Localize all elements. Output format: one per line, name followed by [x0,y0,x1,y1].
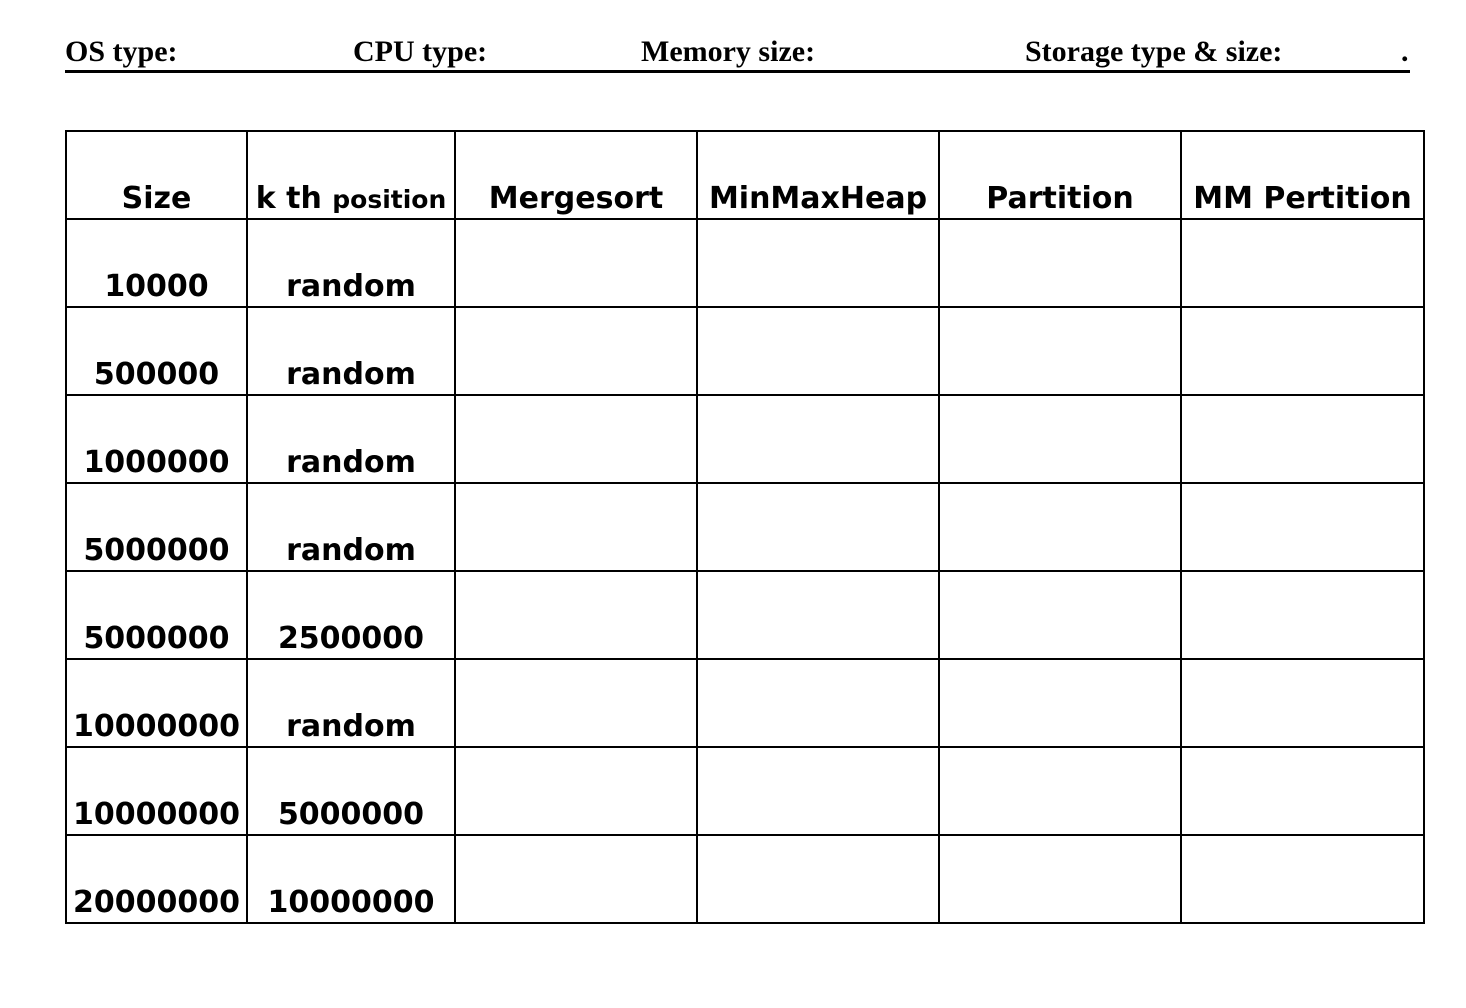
kth-cell: random [247,395,455,483]
mm-partition-cell [1181,571,1424,659]
mergesort-cell [455,659,697,747]
mm-partition-cell [1181,483,1424,571]
mm-partition-cell [1181,835,1424,923]
results-table [65,130,1425,924]
mm-partition-cell [1181,395,1424,483]
partition-cell [939,307,1181,395]
position-label: position [332,185,447,214]
column-header-mm-partition: MM Pertition [1181,131,1424,219]
system-info-header [65,32,1410,73]
partition-cell [939,219,1181,307]
table-row [66,395,1424,483]
size-cell: 10000000 [66,659,247,747]
mm-partition-cell [1181,307,1424,395]
partition-cell [939,483,1181,571]
mergesort-cell [455,307,697,395]
memory-size-label: Memory size: [641,35,816,68]
minmaxheap-cell [697,307,939,395]
column-header-size: Size [66,131,247,219]
table-row [66,307,1424,395]
mergesort-cell [455,747,697,835]
column-header-minmaxheap: MinMaxHeap [697,131,939,219]
partition-cell [939,395,1181,483]
minmaxheap-cell [697,659,939,747]
table-row [66,659,1424,747]
minmaxheap-cell [697,747,939,835]
minmaxheap-cell [697,571,939,659]
mergesort-cell [455,571,697,659]
kth-cell: 2500000 [247,571,455,659]
mergesort-cell [455,395,697,483]
minmaxheap-cell [697,395,939,483]
column-header-kth-position [247,131,455,219]
kth-label: k th [255,181,333,216]
storage-type-label: Storage type & size: [1025,35,1283,68]
kth-cell: random [247,307,455,395]
table-row [66,571,1424,659]
mergesort-cell [455,835,697,923]
table-row [66,835,1424,923]
table-row [66,747,1424,835]
size-cell: 5000000 [66,571,247,659]
column-header-mergesort: Mergesort [455,131,697,219]
minmaxheap-cell [697,219,939,307]
kth-cell: 5000000 [247,747,455,835]
minmaxheap-cell [697,483,939,571]
kth-cell: random [247,659,455,747]
size-cell: 500000 [66,307,247,395]
mergesort-cell [455,483,697,571]
kth-cell: random [247,219,455,307]
header-end-mark: . [1401,35,1409,68]
table-row [66,483,1424,571]
size-cell: 5000000 [66,483,247,571]
partition-cell [939,659,1181,747]
size-cell: 10000 [66,219,247,307]
size-cell: 10000000 [66,747,247,835]
minmaxheap-cell [697,835,939,923]
size-cell: 20000000 [66,835,247,923]
os-type-label: OS type: [65,35,178,68]
column-header-partition: Partition [939,131,1181,219]
partition-cell [939,571,1181,659]
mm-partition-cell [1181,659,1424,747]
table-header-row [66,131,1424,219]
kth-cell: 10000000 [247,835,455,923]
cpu-type-label: CPU type: [353,35,488,68]
mm-partition-cell [1181,219,1424,307]
kth-cell: random [247,483,455,571]
table-row [66,219,1424,307]
size-cell: 1000000 [66,395,247,483]
mergesort-cell [455,219,697,307]
mm-partition-cell [1181,747,1424,835]
partition-cell [939,747,1181,835]
partition-cell [939,835,1181,923]
